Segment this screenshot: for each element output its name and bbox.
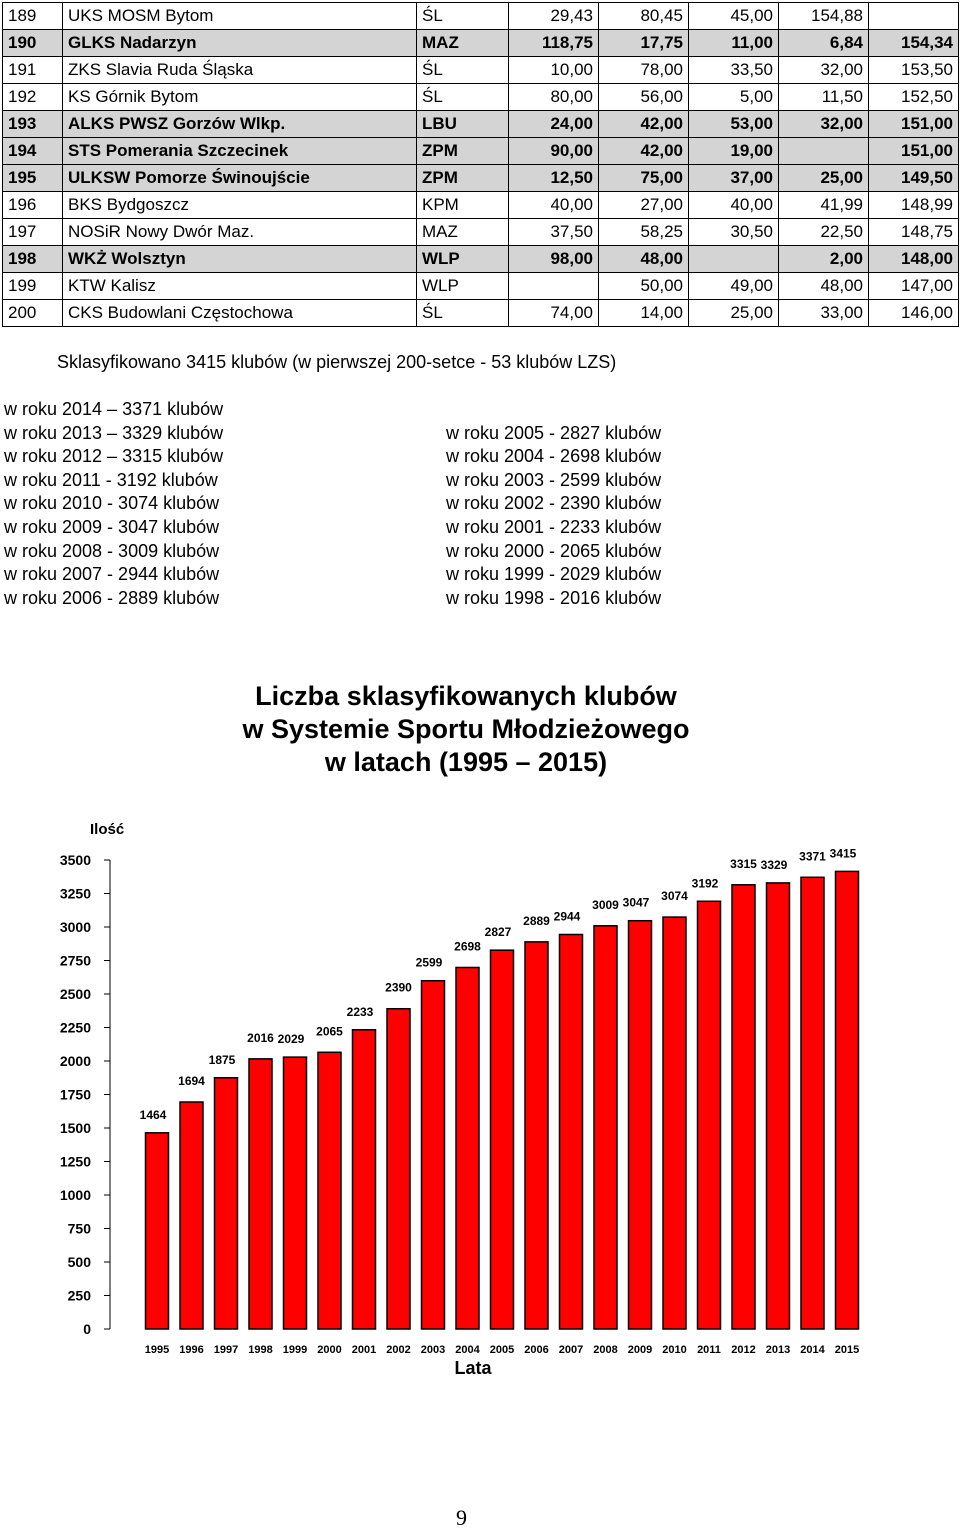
table-row xyxy=(3,192,959,219)
score-cell: 90,00 xyxy=(509,138,599,165)
rank-cell: 194 xyxy=(3,138,63,165)
score-cell: 75,00 xyxy=(599,165,689,192)
bar-value-label: 3371 xyxy=(799,849,826,864)
score-cell: 32,00 xyxy=(779,111,869,138)
table-row xyxy=(3,3,959,30)
score-cell: 98,00 xyxy=(509,246,599,273)
score-cell: 37,50 xyxy=(509,219,599,246)
club-cell: WKŻ Wolsztyn xyxy=(63,246,417,273)
x-tick-label: 2003 xyxy=(420,1344,446,1356)
score-cell: 12,50 xyxy=(509,165,599,192)
bar-value-label: 2233 xyxy=(346,1004,374,1019)
bar xyxy=(387,1009,410,1329)
year-count-line: w roku 2004 - 2698 klubów xyxy=(446,446,662,467)
bar-value-label: 3047 xyxy=(622,895,650,910)
bar-value-label: 3415 xyxy=(829,846,857,861)
x-tick-label: 1998 xyxy=(248,1344,273,1356)
score-cell: 78,00 xyxy=(599,57,689,84)
club-cell: BKS Bydgoszcz xyxy=(63,192,417,219)
score-cell: 32,00 xyxy=(779,57,869,84)
x-tick-label: 2000 xyxy=(317,1344,342,1356)
score-cell: 56,00 xyxy=(599,84,689,111)
year-count-line: w roku 2005 - 2827 klubów xyxy=(446,422,662,443)
rank-cell: 197 xyxy=(3,219,63,246)
club-cell: NOSiR Nowy Dwór Maz. xyxy=(63,219,417,246)
x-tick-label: 2011 xyxy=(697,1344,721,1356)
year-count-line: w roku 2001 - 2233 klubów xyxy=(446,516,662,537)
x-tick-label: 2004 xyxy=(455,1344,480,1356)
bar-value-label: 2827 xyxy=(484,925,512,940)
rank-cell: 195 xyxy=(3,165,63,192)
score-cell: 33,00 xyxy=(779,300,869,327)
table-row xyxy=(3,138,959,165)
total-cell: 151,00 xyxy=(869,138,959,165)
bar xyxy=(698,901,721,1329)
yearly-club-counts-left xyxy=(4,398,223,610)
total-cell: 146,00 xyxy=(869,300,959,327)
y-tick-label: 3500 xyxy=(59,852,91,868)
region-cell: MAZ xyxy=(417,219,509,246)
region-cell: LBU xyxy=(417,111,509,138)
table-row xyxy=(3,300,959,327)
score-cell: 11,50 xyxy=(779,84,869,111)
year-count-line: w roku 1998 - 2016 klubów xyxy=(446,587,662,608)
rank-cell: 199 xyxy=(3,273,63,300)
y-tick-label: 2500 xyxy=(59,986,91,1002)
x-tick-label: 2008 xyxy=(593,1344,618,1356)
y-tick-label: 500 xyxy=(67,1254,91,1270)
y-tick-label: 0 xyxy=(83,1321,91,1337)
bar xyxy=(146,1133,169,1329)
score-cell: 48,00 xyxy=(599,246,689,273)
score-cell: 11,00 xyxy=(689,30,779,57)
bar-value-label: 2390 xyxy=(385,980,412,995)
rank-cell: 192 xyxy=(3,84,63,111)
total-cell: 148,75 xyxy=(869,219,959,246)
ranking-table xyxy=(2,2,959,327)
club-cell: KTW Kalisz xyxy=(63,273,417,300)
y-tick-label: 2000 xyxy=(59,1053,91,1069)
x-tick-label: 2002 xyxy=(386,1344,411,1356)
score-cell: 41,99 xyxy=(779,192,869,219)
x-tick-label: 2007 xyxy=(558,1344,584,1356)
total-cell: 154,34 xyxy=(869,30,959,57)
total-cell xyxy=(869,3,959,30)
region-cell: WLP xyxy=(417,246,509,273)
x-tick-label: 2012 xyxy=(731,1344,756,1356)
x-tick-label: 1997 xyxy=(213,1344,239,1356)
bar-value-label: 2065 xyxy=(316,1024,343,1039)
score-cell: 33,50 xyxy=(689,57,779,84)
chart-title-line: Liczba sklasyfikowanych klubów xyxy=(255,681,677,711)
score-cell: 50,00 xyxy=(599,273,689,300)
year-count-line: w roku 2012 – 3315 klubów xyxy=(4,446,224,467)
score-cell: 42,00 xyxy=(599,111,689,138)
bar-value-label: 3329 xyxy=(760,857,788,872)
bar xyxy=(456,967,479,1329)
y-tick-label: 1500 xyxy=(59,1120,91,1136)
bar xyxy=(249,1059,272,1329)
bar xyxy=(180,1102,203,1329)
total-cell: 148,00 xyxy=(869,246,959,273)
x-tick-label: 2006 xyxy=(524,1344,549,1356)
y-axis-label: Ilość xyxy=(90,821,125,838)
y-tick-label: 1000 xyxy=(59,1187,91,1203)
region-cell: ZPM xyxy=(417,165,509,192)
year-count-line: w roku 2008 - 3009 klubów xyxy=(4,540,220,561)
bar-value-label: 3315 xyxy=(730,856,757,871)
table-row xyxy=(3,57,959,84)
total-cell: 151,00 xyxy=(869,111,959,138)
x-tick-label: 2001 xyxy=(351,1344,377,1356)
score-cell: 29,43 xyxy=(509,3,599,30)
club-cell: CKS Budowlani Częstochowa xyxy=(63,300,417,327)
bar-value-label: 3074 xyxy=(661,889,688,904)
rank-cell: 198 xyxy=(3,246,63,273)
yearly-club-counts-right xyxy=(446,422,661,611)
bar xyxy=(801,877,824,1329)
club-cell: GLKS Nadarzyn xyxy=(63,30,417,57)
table-row xyxy=(3,30,959,57)
year-count-line: w roku 2002 - 2390 klubów xyxy=(446,493,662,514)
year-count-line: w roku 2010 - 3074 klubów xyxy=(4,493,220,514)
x-tick-label: 1995 xyxy=(144,1344,170,1356)
bar xyxy=(318,1052,341,1329)
region-cell: MAZ xyxy=(417,30,509,57)
rank-cell: 196 xyxy=(3,192,63,219)
bar xyxy=(560,935,583,1329)
score-cell: 17,75 xyxy=(599,30,689,57)
x-tick-label: 2010 xyxy=(662,1344,687,1356)
region-cell: ZPM xyxy=(417,138,509,165)
bar-value-label: 1694 xyxy=(178,1074,205,1089)
score-cell: 5,00 xyxy=(689,84,779,111)
rank-cell: 191 xyxy=(3,57,63,84)
score-cell: 74,00 xyxy=(509,300,599,327)
x-tick-label: 2009 xyxy=(627,1344,653,1356)
total-cell: 149,50 xyxy=(869,165,959,192)
bar-value-label: 2029 xyxy=(277,1032,305,1047)
bar-value-label: 3009 xyxy=(592,897,619,912)
table-row xyxy=(3,84,959,111)
total-cell: 147,00 xyxy=(869,273,959,300)
year-count-line: w roku 2003 - 2599 klubów xyxy=(446,469,662,490)
score-cell: 58,25 xyxy=(599,219,689,246)
score-cell: 37,00 xyxy=(689,165,779,192)
region-cell: ŚL xyxy=(417,3,509,30)
bar xyxy=(594,926,617,1329)
region-cell: KPM xyxy=(417,192,509,219)
score-cell: 40,00 xyxy=(509,192,599,219)
club-cell: KS Górnik Bytom xyxy=(63,84,417,111)
bar-value-label: 3192 xyxy=(691,876,719,891)
y-tick-label: 1250 xyxy=(59,1153,91,1170)
year-count-line: w roku 2009 - 3047 klubów xyxy=(4,516,220,537)
x-axis-label: Lata xyxy=(454,1358,492,1378)
score-cell: 2,00 xyxy=(779,246,869,273)
total-cell: 153,50 xyxy=(869,57,959,84)
score-cell: 27,00 xyxy=(599,192,689,219)
chart-title-line: w Systemie Sportu Młodzieżowego xyxy=(242,714,690,744)
bar-value-label: 1464 xyxy=(139,1107,167,1122)
x-tick-label: 1996 xyxy=(179,1344,204,1356)
y-tick-label: 250 xyxy=(67,1287,91,1304)
x-tick-label: 2015 xyxy=(834,1344,860,1356)
table-row xyxy=(3,273,959,300)
region-cell: ŚL xyxy=(417,84,509,111)
bar xyxy=(525,942,548,1329)
score-cell: 40,00 xyxy=(689,192,779,219)
year-count-line: w roku 2006 - 2889 klubów xyxy=(4,587,220,608)
bar-value-label: 2016 xyxy=(247,1030,274,1045)
club-count-bar-chart xyxy=(0,800,960,1390)
y-tick-label: 3000 xyxy=(59,919,91,935)
bar xyxy=(629,921,652,1329)
score-cell: 118,75 xyxy=(509,30,599,57)
score-cell xyxy=(509,273,599,300)
score-cell: 14,00 xyxy=(599,300,689,327)
score-cell: 22,50 xyxy=(779,219,869,246)
score-cell: 53,00 xyxy=(689,111,779,138)
score-cell: 42,00 xyxy=(599,138,689,165)
y-tick-label: 1750 xyxy=(59,1086,91,1103)
score-cell: 80,45 xyxy=(599,3,689,30)
bar xyxy=(663,917,686,1329)
x-tick-label: 1999 xyxy=(282,1344,308,1356)
bar xyxy=(422,981,445,1329)
chart-title xyxy=(0,680,932,779)
bar xyxy=(215,1078,238,1329)
club-cell: STS Pomerania Szczecinek xyxy=(63,138,417,165)
table-row xyxy=(3,246,959,273)
rank-cell: 190 xyxy=(3,30,63,57)
year-count-line: w roku 1999 - 2029 klubów xyxy=(446,564,662,585)
region-cell: ŚL xyxy=(417,300,509,327)
bar-value-label: 2599 xyxy=(415,955,443,970)
score-cell: 6,84 xyxy=(779,30,869,57)
score-cell: 80,00 xyxy=(509,84,599,111)
rank-cell: 189 xyxy=(3,3,63,30)
bar xyxy=(353,1030,376,1329)
score-cell: 49,00 xyxy=(689,273,779,300)
x-tick-label: 2005 xyxy=(489,1344,515,1356)
table-row xyxy=(3,111,959,138)
rank-cell: 200 xyxy=(3,300,63,327)
chart-title-line: w latach (1995 – 2015) xyxy=(324,747,608,777)
bar xyxy=(491,950,514,1329)
score-cell: 24,00 xyxy=(509,111,599,138)
club-cell: ULKSW Pomorze Świnoujście xyxy=(63,165,417,192)
table-row xyxy=(3,165,959,192)
rank-cell: 193 xyxy=(3,111,63,138)
page-number: 9 xyxy=(456,1505,467,1530)
score-cell xyxy=(779,138,869,165)
year-count-line: w roku 2007 - 2944 klubów xyxy=(4,564,220,585)
x-tick-label: 2013 xyxy=(765,1344,791,1356)
classification-summary: Sklasyfikowano 3415 klubów (w pierwszej 200-setce - 53 klubów LZS) xyxy=(57,352,617,372)
total-cell: 152,50 xyxy=(869,84,959,111)
score-cell: 25,00 xyxy=(689,300,779,327)
table-row xyxy=(3,219,959,246)
club-cell: UKS MOSM Bytom xyxy=(63,3,417,30)
score-cell: 25,00 xyxy=(779,165,869,192)
score-cell: 10,00 xyxy=(509,57,599,84)
total-cell: 148,99 xyxy=(869,192,959,219)
y-tick-label: 3250 xyxy=(59,885,91,902)
bar-value-label: 2944 xyxy=(553,909,581,924)
bar-value-label: 2698 xyxy=(454,939,481,954)
region-cell: ŚL xyxy=(417,57,509,84)
score-cell: 30,50 xyxy=(689,219,779,246)
club-cell: ZKS Slavia Ruda Śląska xyxy=(63,57,417,84)
score-cell: 45,00 xyxy=(689,3,779,30)
y-tick-label: 2250 xyxy=(59,1019,91,1036)
score-cell: 48,00 xyxy=(779,273,869,300)
year-count-line: w roku 2011 - 3192 klubów xyxy=(4,469,218,490)
bar xyxy=(767,883,790,1329)
y-tick-label: 2750 xyxy=(59,952,91,969)
region-cell: WLP xyxy=(417,273,509,300)
bar xyxy=(836,871,859,1329)
year-count-line: w roku 2014 – 3371 klubów xyxy=(4,399,224,419)
bar-value-label: 2889 xyxy=(523,913,550,928)
bar xyxy=(732,885,755,1329)
year-count-line: w roku 2000 - 2065 klubów xyxy=(446,540,662,561)
club-cell: ALKS PWSZ Gorzów Wlkp. xyxy=(63,111,417,138)
bar-value-label: 1875 xyxy=(208,1052,236,1067)
year-count-line: w roku 2013 – 3329 klubów xyxy=(4,422,224,443)
y-tick-label: 750 xyxy=(67,1220,91,1237)
score-cell: 19,00 xyxy=(689,138,779,165)
score-cell: 154,88 xyxy=(779,3,869,30)
bar xyxy=(284,1057,307,1329)
x-tick-label: 2014 xyxy=(800,1344,825,1356)
score-cell xyxy=(689,246,779,273)
